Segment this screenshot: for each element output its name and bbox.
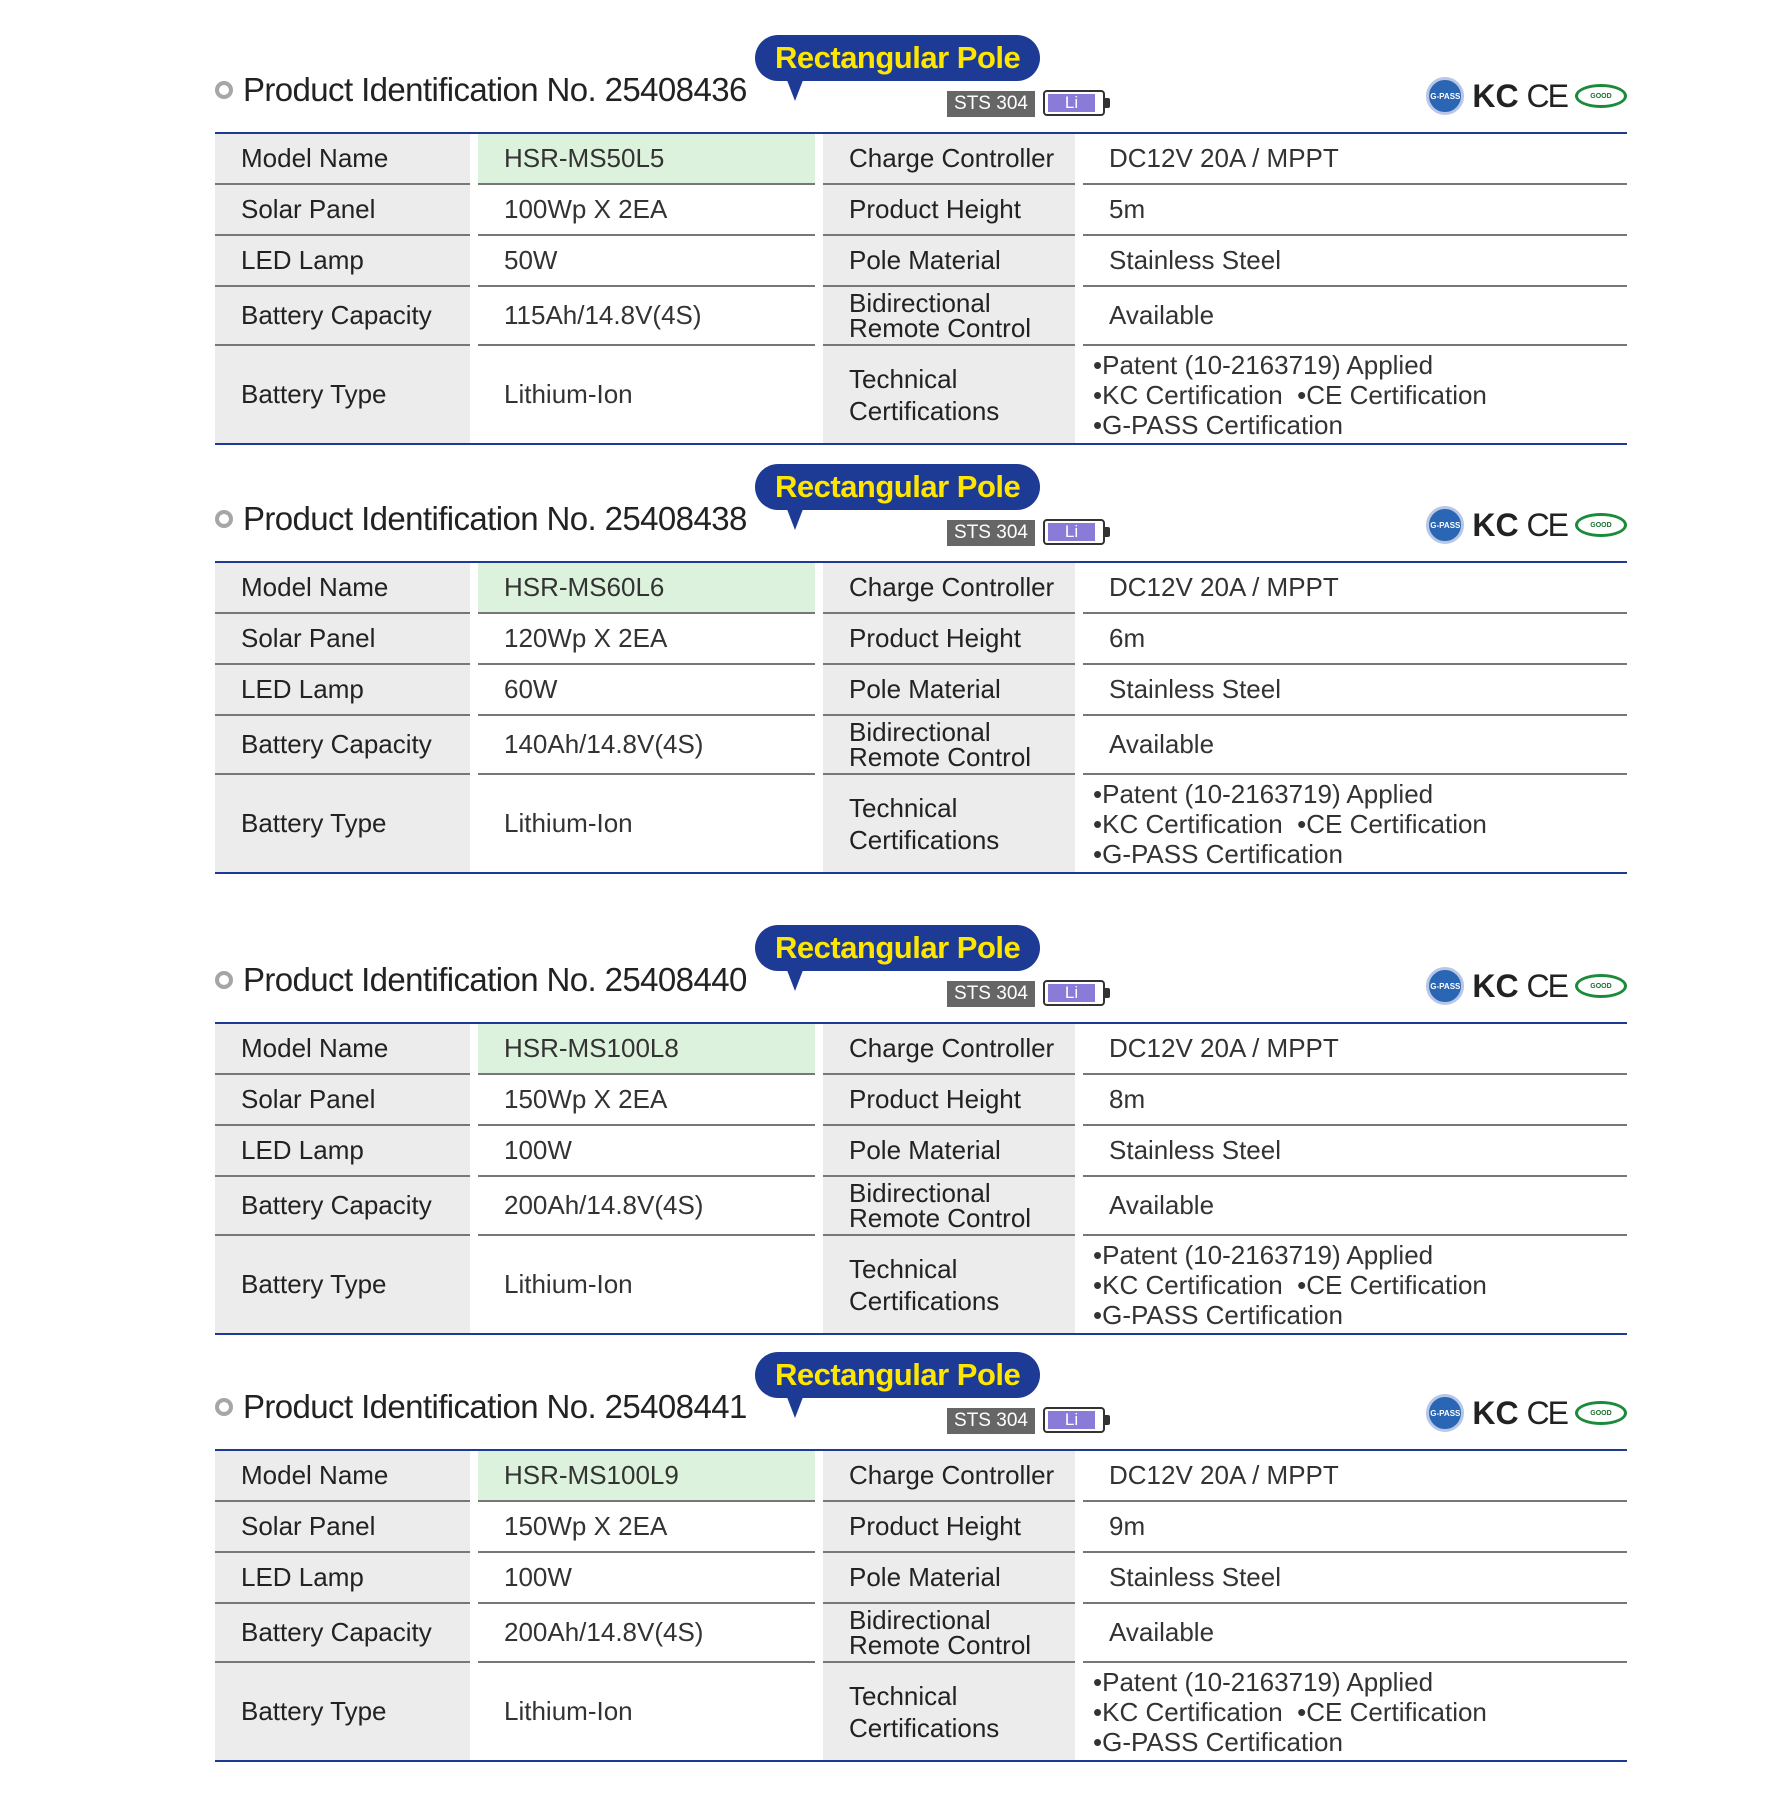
bullet-ring-icon (215, 1398, 233, 1416)
table-row (215, 286, 1627, 345)
value-charge-controller: DC12V 20A / MPPT (1083, 1450, 1627, 1501)
value-led-lamp: 100W (478, 1552, 815, 1603)
ce-logo-icon: CE (1526, 77, 1567, 114)
value-led-lamp: 60W (478, 664, 815, 715)
battery-li-label: Li (1048, 523, 1095, 541)
label-tech-cert-line2: Certifications (849, 1285, 1000, 1316)
table-row (215, 1125, 1627, 1176)
certification-item: •G-PASS Certification (1093, 838, 1343, 869)
label-charge-controller: Charge Controller (823, 133, 1075, 184)
certification-item: •G-PASS Certification (1093, 1299, 1343, 1330)
value-certifications (1083, 345, 1627, 444)
kc-logo-icon: KC (1472, 1394, 1519, 1431)
label-battery-capacity: Battery Capacity (215, 1176, 470, 1235)
label-remote-control-line1: Bidirectional (849, 1177, 991, 1208)
product-title-text: Product Identification No. 25408436 (243, 71, 747, 108)
label-remote-control-line2: Remote Control (849, 312, 1032, 343)
gpass-logo-icon: G-PASS (1426, 1394, 1464, 1432)
battery-nub (1105, 98, 1110, 108)
label-tech-cert-line1: Technical (849, 363, 958, 394)
battery-li-icon (1043, 980, 1105, 1006)
certification-item: •Patent (10-2163719) Applied (1093, 349, 1434, 380)
table-row (215, 1074, 1627, 1125)
label-charge-controller: Charge Controller (823, 562, 1075, 613)
table-row (215, 1603, 1627, 1662)
label-remote-control-line1: Bidirectional (849, 1604, 991, 1635)
label-model-name: Model Name (215, 1023, 470, 1074)
product-section (215, 35, 1627, 441)
gpass-logo-icon: G-PASS (1426, 506, 1464, 544)
value-charge-controller: DC12V 20A / MPPT (1083, 562, 1627, 613)
product-title-text: Product Identification No. 25408438 (243, 500, 747, 537)
bullet-ring-icon (215, 971, 233, 989)
label-tech-cert-line1: Technical (849, 1253, 958, 1284)
label-remote-control-line2: Remote Control (849, 741, 1032, 772)
label-remote-control (823, 715, 1075, 774)
value-certifications (1083, 1235, 1627, 1334)
label-tech-cert (823, 1235, 1075, 1334)
badge-tail (785, 504, 805, 530)
spec-table (215, 561, 1627, 874)
label-remote-control (823, 286, 1075, 345)
good-logo-icon: GOOD (1575, 1401, 1627, 1425)
table-row (215, 562, 1627, 613)
value-pole-material: Stainless Steel (1083, 1552, 1627, 1603)
label-battery-capacity: Battery Capacity (215, 1603, 470, 1662)
label-tech-cert (823, 1662, 1075, 1761)
table-row (215, 664, 1627, 715)
value-certifications (1083, 774, 1627, 873)
label-charge-controller: Charge Controller (823, 1450, 1075, 1501)
spec-table (215, 132, 1627, 445)
battery-nub (1105, 527, 1110, 537)
badge-tail (785, 75, 805, 101)
sts-badge: STS 304 (947, 981, 1035, 1007)
value-product-height: 8m (1083, 1074, 1627, 1125)
table-row (215, 774, 1627, 873)
label-tech-cert-line2: Certifications (849, 395, 1000, 426)
ce-logo-icon: CE (1526, 1394, 1567, 1431)
ce-logo-icon: CE (1526, 506, 1567, 543)
label-remote-control-line1: Bidirectional (849, 287, 991, 318)
label-model-name: Model Name (215, 133, 470, 184)
certification-logos (1426, 504, 1627, 546)
value-battery-type: Lithium-Ion (504, 808, 633, 838)
product-title (215, 499, 747, 539)
product-title-text: Product Identification No. 25408441 (243, 1388, 747, 1425)
bullet-ring-icon (215, 510, 233, 528)
good-logo-icon: GOOD (1575, 974, 1627, 998)
kc-logo-icon: KC (1472, 967, 1519, 1004)
good-logo-icon: GOOD (1575, 513, 1627, 537)
pole-type-badge: Rectangular Pole (755, 925, 1040, 971)
value-battery-capacity: 200Ah/14.8V(4S) (478, 1176, 815, 1235)
battery-nub (1105, 1415, 1110, 1425)
value-charge-controller: DC12V 20A / MPPT (1083, 133, 1627, 184)
ce-logo-icon: CE (1526, 967, 1567, 1004)
label-led-lamp: LED Lamp (215, 1552, 470, 1603)
good-logo-icon: GOOD (1575, 84, 1627, 108)
certification-logos (1426, 965, 1627, 1007)
value-remote-control: Available (1083, 1603, 1627, 1662)
product-title (215, 960, 747, 1000)
label-solar-panel: Solar Panel (215, 613, 470, 664)
label-pole-material: Pole Material (823, 235, 1075, 286)
label-remote-control (823, 1603, 1075, 1662)
label-product-height: Product Height (823, 184, 1075, 235)
table-row (215, 1023, 1627, 1074)
table-row (215, 133, 1627, 184)
table-row (215, 1450, 1627, 1501)
label-remote-control-line2: Remote Control (849, 1202, 1032, 1233)
label-led-lamp: LED Lamp (215, 1125, 470, 1176)
table-row (215, 1176, 1627, 1235)
product-title (215, 1387, 747, 1427)
kc-logo-icon: KC (1472, 77, 1519, 114)
label-product-height: Product Height (823, 1074, 1075, 1125)
value-solar-panel: 100Wp X 2EA (478, 184, 815, 235)
sts-badge: STS 304 (947, 91, 1035, 117)
spec-table (215, 1022, 1627, 1335)
label-battery-type: Battery Type (215, 774, 470, 873)
certification-item: •Patent (10-2163719) Applied (1093, 778, 1434, 809)
table-row (215, 1235, 1627, 1334)
certification-logos (1426, 1392, 1627, 1434)
product-section (215, 1352, 1627, 1758)
label-solar-panel: Solar Panel (215, 184, 470, 235)
table-row (215, 235, 1627, 286)
value-battery-type: Lithium-Ion (504, 1696, 633, 1726)
value-solar-panel: 150Wp X 2EA (478, 1074, 815, 1125)
certification-item: •Patent (10-2163719) Applied (1093, 1239, 1434, 1270)
label-solar-panel: Solar Panel (215, 1501, 470, 1552)
label-led-lamp: LED Lamp (215, 664, 470, 715)
value-battery-capacity: 200Ah/14.8V(4S) (478, 1603, 815, 1662)
value-product-height: 5m (1083, 184, 1627, 235)
value-model-name: HSR-MS50L5 (478, 133, 815, 184)
label-tech-cert-line2: Certifications (849, 1712, 1000, 1743)
bullet-ring-icon (215, 81, 233, 99)
value-certifications (1083, 1662, 1627, 1761)
label-model-name: Model Name (215, 562, 470, 613)
value-battery-type: Lithium-Ion (504, 379, 633, 409)
battery-li-icon (1043, 519, 1105, 545)
value-charge-controller: DC12V 20A / MPPT (1083, 1023, 1627, 1074)
label-tech-cert-line2: Certifications (849, 824, 1000, 855)
label-remote-control-line2: Remote Control (849, 1629, 1032, 1660)
battery-li-icon (1043, 1407, 1105, 1433)
label-battery-capacity: Battery Capacity (215, 286, 470, 345)
table-row (215, 1662, 1627, 1761)
certification-item: •KC Certification •CE Certification (1093, 808, 1487, 839)
label-tech-cert (823, 345, 1075, 444)
label-battery-capacity: Battery Capacity (215, 715, 470, 774)
battery-li-label: Li (1048, 1411, 1095, 1429)
label-remote-control-line1: Bidirectional (849, 716, 991, 747)
value-model-name: HSR-MS100L8 (478, 1023, 815, 1074)
value-pole-material: Stainless Steel (1083, 235, 1627, 286)
table-row (215, 184, 1627, 235)
product-title (215, 70, 747, 110)
label-product-height: Product Height (823, 613, 1075, 664)
label-battery-type: Battery Type (215, 345, 470, 444)
product-title-text: Product Identification No. 25408440 (243, 961, 747, 998)
value-remote-control: Available (1083, 286, 1627, 345)
table-row (215, 345, 1627, 444)
label-pole-material: Pole Material (823, 664, 1075, 715)
value-solar-panel: 120Wp X 2EA (478, 613, 815, 664)
value-led-lamp: 100W (478, 1125, 815, 1176)
battery-li-icon (1043, 90, 1105, 116)
certification-item: •KC Certification •CE Certification (1093, 379, 1487, 410)
product-section (215, 925, 1627, 1331)
table-row (215, 1501, 1627, 1552)
label-battery-type: Battery Type (215, 1235, 470, 1334)
certification-item: •G-PASS Certification (1093, 1726, 1343, 1757)
label-charge-controller: Charge Controller (823, 1023, 1075, 1074)
label-tech-cert-line1: Technical (849, 792, 958, 823)
value-led-lamp: 50W (478, 235, 815, 286)
label-tech-cert (823, 774, 1075, 873)
sts-badge: STS 304 (947, 520, 1035, 546)
battery-li-label: Li (1048, 984, 1095, 1002)
label-product-height: Product Height (823, 1501, 1075, 1552)
label-pole-material: Pole Material (823, 1552, 1075, 1603)
badge-tail (785, 1392, 805, 1418)
gpass-logo-icon: G-PASS (1426, 967, 1464, 1005)
table-row (215, 715, 1627, 774)
value-solar-panel: 150Wp X 2EA (478, 1501, 815, 1552)
value-model-name: HSR-MS100L9 (478, 1450, 815, 1501)
pole-type-badge: Rectangular Pole (755, 464, 1040, 510)
value-remote-control: Available (1083, 715, 1627, 774)
spec-table (215, 1449, 1627, 1762)
certification-item: •KC Certification •CE Certification (1093, 1696, 1487, 1727)
certification-item: •G-PASS Certification (1093, 409, 1343, 440)
kc-logo-icon: KC (1472, 506, 1519, 543)
value-remote-control: Available (1083, 1176, 1627, 1235)
label-remote-control (823, 1176, 1075, 1235)
value-battery-capacity: 140Ah/14.8V(4S) (478, 715, 815, 774)
product-section (215, 464, 1627, 870)
certification-item: •KC Certification •CE Certification (1093, 1269, 1487, 1300)
label-tech-cert-line1: Technical (849, 1680, 958, 1711)
label-pole-material: Pole Material (823, 1125, 1075, 1176)
value-pole-material: Stainless Steel (1083, 1125, 1627, 1176)
value-product-height: 6m (1083, 613, 1627, 664)
table-row (215, 613, 1627, 664)
pole-type-badge: Rectangular Pole (755, 35, 1040, 81)
battery-nub (1105, 988, 1110, 998)
pole-type-badge: Rectangular Pole (755, 1352, 1040, 1398)
badge-tail (785, 965, 805, 991)
value-battery-capacity: 115Ah/14.8V(4S) (478, 286, 815, 345)
battery-li-label: Li (1048, 94, 1095, 112)
value-battery-type: Lithium-Ion (504, 1269, 633, 1299)
value-model-name: HSR-MS60L6 (478, 562, 815, 613)
sts-badge: STS 304 (947, 1408, 1035, 1434)
certification-logos (1426, 75, 1627, 117)
gpass-logo-icon: G-PASS (1426, 77, 1464, 115)
label-battery-type: Battery Type (215, 1662, 470, 1761)
value-product-height: 9m (1083, 1501, 1627, 1552)
label-model-name: Model Name (215, 1450, 470, 1501)
certification-item: •Patent (10-2163719) Applied (1093, 1666, 1434, 1697)
label-solar-panel: Solar Panel (215, 1074, 470, 1125)
value-pole-material: Stainless Steel (1083, 664, 1627, 715)
table-row (215, 1552, 1627, 1603)
label-led-lamp: LED Lamp (215, 235, 470, 286)
